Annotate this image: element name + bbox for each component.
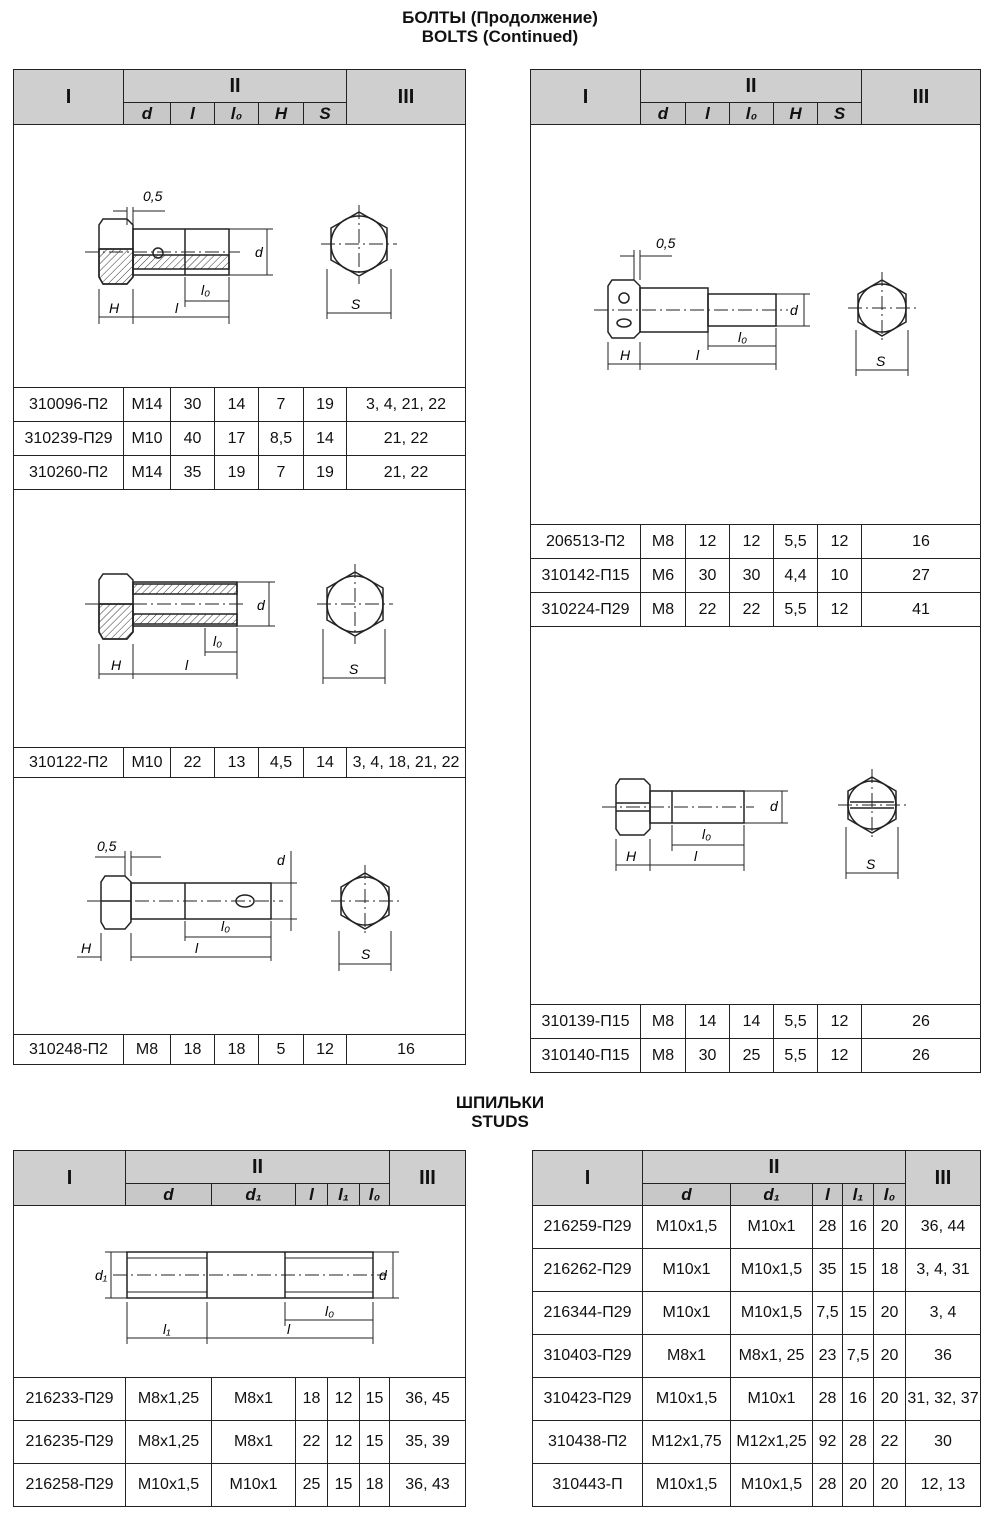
table-cell: M10x1,5 bbox=[731, 1292, 813, 1335]
bolt-with-hole-drawing bbox=[15, 781, 465, 1031]
table-cell: 30 bbox=[686, 1039, 730, 1073]
table-cell: M10x1,5 bbox=[643, 1378, 731, 1421]
table-cell: 17 bbox=[215, 422, 259, 456]
table-cell: 12 bbox=[730, 525, 774, 559]
table-cell: 22 bbox=[874, 1421, 906, 1464]
table-cell: 19 bbox=[304, 388, 347, 422]
table-cell: M10x1,5 bbox=[643, 1206, 731, 1249]
table-cell: 20 bbox=[874, 1335, 906, 1378]
table-cell: M6 bbox=[641, 559, 686, 593]
table-cell: 28 bbox=[843, 1421, 874, 1464]
drawing-cell bbox=[14, 125, 466, 388]
dim-label: S bbox=[360, 946, 370, 962]
table-row bbox=[14, 1035, 466, 1065]
sub-header-d: d bbox=[641, 103, 686, 125]
dim-label: d bbox=[378, 1266, 387, 1283]
dim-label: d₁ bbox=[94, 1266, 107, 1283]
studs-title-en: STUDS bbox=[471, 1112, 529, 1131]
sub-header-d: d bbox=[124, 103, 171, 125]
sub-header-h: H bbox=[774, 103, 818, 125]
table-cell: 35 bbox=[813, 1249, 843, 1292]
table-cell: 12 bbox=[818, 525, 862, 559]
sub-header-d: d bbox=[126, 1184, 212, 1206]
table-cell: M10 bbox=[124, 422, 171, 456]
table-cell: 18 bbox=[874, 1249, 906, 1292]
table-cell: M8x1,25 bbox=[126, 1378, 212, 1421]
table-cell: 12 bbox=[818, 593, 862, 627]
table-row bbox=[531, 1039, 981, 1073]
sub-header-d1: d₁ bbox=[212, 1184, 296, 1206]
table-cell: M8 bbox=[641, 525, 686, 559]
col-header-iii: III bbox=[347, 70, 466, 125]
table-row bbox=[533, 1206, 981, 1249]
table-cell: M8 bbox=[641, 1005, 686, 1039]
table-cell: 15 bbox=[360, 1378, 390, 1421]
dim-label: 0,5 bbox=[142, 187, 162, 204]
dim-label: 0,5 bbox=[96, 838, 116, 854]
stud-drawing bbox=[15, 1208, 465, 1376]
table-cell: 20 bbox=[874, 1206, 906, 1249]
col-header-iii: III bbox=[906, 1151, 981, 1206]
table-cell: 23 bbox=[813, 1335, 843, 1378]
table-cell: 14 bbox=[304, 422, 347, 456]
table-cell: M10 bbox=[124, 748, 171, 778]
part-number-cell: 310260-П2 bbox=[14, 456, 124, 490]
part-number-cell: 310423-П29 bbox=[533, 1378, 643, 1421]
table-cell: 27 bbox=[862, 559, 981, 593]
left-bolts-table bbox=[13, 69, 466, 1065]
table-cell: 12 bbox=[818, 1005, 862, 1039]
part-number-cell: 216235-П29 bbox=[14, 1421, 126, 1464]
bolts-title-ru: БОЛТЫ (Продолжение) bbox=[402, 8, 598, 27]
table-cell: 18 bbox=[171, 1035, 215, 1065]
table-row bbox=[14, 1421, 466, 1464]
dim-label: l₀ bbox=[200, 281, 210, 298]
sub-header-l: l bbox=[686, 103, 730, 125]
table-cell: 3, 4, 21, 22 bbox=[347, 388, 466, 422]
table-cell: 12 bbox=[304, 1035, 347, 1065]
part-number-cell: 216262-П29 bbox=[533, 1249, 643, 1292]
table-cell: 7 bbox=[259, 388, 304, 422]
left-studs-table bbox=[13, 1150, 466, 1507]
table-cell: 7,5 bbox=[813, 1292, 843, 1335]
part-number-cell: 216259-П29 bbox=[533, 1206, 643, 1249]
sub-header-l: l bbox=[171, 103, 215, 125]
table-cell: 5,5 bbox=[774, 1039, 818, 1073]
studs-title-ru: ШПИЛЬКИ bbox=[455, 1093, 545, 1112]
dim-label: H bbox=[80, 940, 91, 956]
table-cell: 36, 43 bbox=[390, 1464, 466, 1507]
table-cell: M10x1,5 bbox=[731, 1464, 813, 1507]
sub-header-s: S bbox=[304, 103, 347, 125]
table-cell: 21, 22 bbox=[347, 456, 466, 490]
table-cell: 20 bbox=[874, 1378, 906, 1421]
dim-label: l₀ bbox=[212, 632, 222, 649]
table-cell: 10 bbox=[818, 559, 862, 593]
dim-label: d bbox=[769, 797, 778, 814]
table-cell: 4,4 bbox=[774, 559, 818, 593]
bolts-heading bbox=[0, 8, 1000, 46]
col-header-ii: II bbox=[126, 1151, 390, 1184]
sub-header-l0: l₀ bbox=[730, 103, 774, 125]
part-number-cell: 216233-П29 bbox=[14, 1378, 126, 1421]
part-number-cell: 310224-П29 bbox=[531, 593, 641, 627]
dim-label: 0,5 bbox=[655, 234, 675, 251]
hollow-bolt-drawing bbox=[15, 494, 465, 744]
table-cell: 3, 4, 31 bbox=[906, 1249, 981, 1292]
dim-label: l bbox=[693, 847, 697, 864]
table-cell: 28 bbox=[813, 1206, 843, 1249]
col-header-iii: III bbox=[862, 70, 981, 125]
table-cell: M10x1,5 bbox=[643, 1464, 731, 1507]
col-header-ii: II bbox=[643, 1151, 906, 1184]
sub-header-d1: d₁ bbox=[731, 1184, 813, 1206]
table-cell: 15 bbox=[328, 1464, 360, 1507]
table-cell: 15 bbox=[843, 1249, 874, 1292]
part-number-cell: 310096-П2 bbox=[14, 388, 124, 422]
table-cell: 26 bbox=[862, 1005, 981, 1039]
table-row bbox=[533, 1378, 981, 1421]
dim-label: d bbox=[789, 301, 798, 318]
table-cell: M12x1,25 bbox=[731, 1421, 813, 1464]
table-cell: 3, 4 bbox=[906, 1292, 981, 1335]
table-row bbox=[533, 1335, 981, 1378]
table-cell: M14 bbox=[124, 456, 171, 490]
drawing-cell bbox=[14, 1206, 466, 1378]
sub-header-l0: l₀ bbox=[215, 103, 259, 125]
sub-header-l: l bbox=[296, 1184, 328, 1206]
table-cell: 36 bbox=[906, 1335, 981, 1378]
table-cell: 12 bbox=[328, 1378, 360, 1421]
table-cell: 19 bbox=[304, 456, 347, 490]
part-number-cell: 310139-П15 bbox=[531, 1005, 641, 1039]
table-cell: 8,5 bbox=[259, 422, 304, 456]
table-cell: 12, 13 bbox=[906, 1464, 981, 1507]
table-cell: 14 bbox=[730, 1005, 774, 1039]
dim-label: H bbox=[619, 346, 630, 363]
table-cell: 20 bbox=[843, 1464, 874, 1507]
table-row bbox=[14, 388, 466, 422]
table-cell: 16 bbox=[347, 1035, 466, 1065]
table-cell: M12x1,75 bbox=[643, 1421, 731, 1464]
dim-label: d bbox=[256, 596, 265, 613]
table-cell: 12 bbox=[818, 1039, 862, 1073]
right-bolts-table bbox=[530, 69, 981, 1073]
table-row bbox=[14, 1378, 466, 1421]
table-cell: 22 bbox=[686, 593, 730, 627]
part-number-cell: 310403-П29 bbox=[533, 1335, 643, 1378]
table-cell: 16 bbox=[862, 525, 981, 559]
table-cell: 30 bbox=[171, 388, 215, 422]
table-cell: 31, 32, 37 bbox=[906, 1378, 981, 1421]
table-cell: 18 bbox=[296, 1378, 328, 1421]
table-cell: 14 bbox=[304, 748, 347, 778]
sub-header-s: S bbox=[818, 103, 862, 125]
table-cell: 7 bbox=[259, 456, 304, 490]
col-header-iii: III bbox=[390, 1151, 466, 1206]
table-cell: 14 bbox=[215, 388, 259, 422]
dim-label: d bbox=[254, 243, 263, 260]
col-header-i: I bbox=[531, 70, 641, 125]
dim-label: S bbox=[348, 660, 358, 677]
sub-header-l: l bbox=[813, 1184, 843, 1206]
dim-label: H bbox=[110, 656, 121, 673]
dim-label: l₀ bbox=[737, 328, 747, 345]
dim-label: d bbox=[276, 852, 285, 868]
table-cell: 36, 45 bbox=[390, 1378, 466, 1421]
dim-label: S bbox=[865, 855, 875, 872]
table-cell: 7,5 bbox=[843, 1335, 874, 1378]
part-number-cell: 216258-П29 bbox=[14, 1464, 126, 1507]
table-cell: 4,5 bbox=[259, 748, 304, 778]
part-number-cell: 310248-П2 bbox=[14, 1035, 124, 1065]
col-header-i: I bbox=[14, 70, 124, 125]
table-cell: M10x1 bbox=[212, 1464, 296, 1507]
table-cell: 13 bbox=[215, 748, 259, 778]
table-cell: M10x1 bbox=[643, 1292, 731, 1335]
table-cell: 22 bbox=[296, 1421, 328, 1464]
table-row bbox=[533, 1421, 981, 1464]
studs-heading bbox=[0, 1093, 1000, 1131]
table-cell: 25 bbox=[296, 1464, 328, 1507]
table-cell: 36, 44 bbox=[906, 1206, 981, 1249]
sub-header-l0: l₀ bbox=[360, 1184, 390, 1206]
table-cell: 20 bbox=[874, 1464, 906, 1507]
dim-label: S bbox=[875, 352, 885, 369]
col-header-ii: II bbox=[124, 70, 347, 103]
table-row bbox=[533, 1249, 981, 1292]
drawing-cell bbox=[531, 627, 981, 1005]
table-cell: 30 bbox=[730, 559, 774, 593]
table-cell: 15 bbox=[360, 1421, 390, 1464]
table-cell: 22 bbox=[730, 593, 774, 627]
part-number-cell: 310142-П15 bbox=[531, 559, 641, 593]
table-cell: 18 bbox=[215, 1035, 259, 1065]
table-row bbox=[531, 525, 981, 559]
table-cell: 16 bbox=[843, 1378, 874, 1421]
table-cell: 15 bbox=[843, 1292, 874, 1335]
sub-header-h: H bbox=[259, 103, 304, 125]
drawing-cell bbox=[14, 778, 466, 1035]
table-cell: M10x1,5 bbox=[731, 1249, 813, 1292]
bolt-with-cross-hole-drawing bbox=[532, 130, 980, 520]
table-cell: M8x1, 25 bbox=[731, 1335, 813, 1378]
table-cell: M8x1 bbox=[212, 1421, 296, 1464]
dim-label: H bbox=[625, 847, 636, 864]
dim-label: l₀ bbox=[220, 918, 230, 934]
table-row bbox=[14, 748, 466, 778]
drawing-cell bbox=[14, 490, 466, 748]
table-cell: M10x1 bbox=[643, 1249, 731, 1292]
table-cell: 18 bbox=[360, 1464, 390, 1507]
table-cell: M10x1,5 bbox=[126, 1464, 212, 1507]
table-cell: 16 bbox=[843, 1206, 874, 1249]
part-number-cell: 206513-П2 bbox=[531, 525, 641, 559]
table-cell: 28 bbox=[813, 1464, 843, 1507]
table-cell: 5,5 bbox=[774, 1005, 818, 1039]
table-row bbox=[531, 559, 981, 593]
table-cell: M8x1 bbox=[643, 1335, 731, 1378]
table-cell: 92 bbox=[813, 1421, 843, 1464]
table-row bbox=[14, 456, 466, 490]
dim-label: l bbox=[695, 346, 699, 363]
table-row bbox=[531, 593, 981, 627]
dim-label: l bbox=[184, 656, 188, 673]
drawing-cell bbox=[531, 125, 981, 525]
table-cell: 35 bbox=[171, 456, 215, 490]
table-cell: 28 bbox=[813, 1378, 843, 1421]
right-studs-table bbox=[532, 1150, 981, 1507]
part-number-cell: 310438-П2 bbox=[533, 1421, 643, 1464]
table-row bbox=[14, 1464, 466, 1507]
table-cell: M8x1 bbox=[212, 1378, 296, 1421]
table-cell: 35, 39 bbox=[390, 1421, 466, 1464]
table-cell: 12 bbox=[328, 1421, 360, 1464]
dim-label: l₀ bbox=[701, 825, 711, 842]
table-cell: 22 bbox=[171, 748, 215, 778]
part-number-cell: 310239-П29 bbox=[14, 422, 124, 456]
dim-label: H bbox=[108, 299, 119, 316]
sub-header-l1: l₁ bbox=[328, 1184, 360, 1206]
part-number-cell: 310443-П bbox=[533, 1464, 643, 1507]
table-cell: 5,5 bbox=[774, 593, 818, 627]
col-header-ii: II bbox=[641, 70, 862, 103]
bolts-title-en: BOLTS (Continued) bbox=[421, 27, 579, 46]
table-cell: 14 bbox=[686, 1005, 730, 1039]
table-cell: M8 bbox=[124, 1035, 171, 1065]
table-cell: 12 bbox=[686, 525, 730, 559]
table-row bbox=[533, 1292, 981, 1335]
table-cell: 40 bbox=[171, 422, 215, 456]
table-cell: M8 bbox=[641, 1039, 686, 1073]
table-cell: M8 bbox=[641, 593, 686, 627]
table-cell: M10x1 bbox=[731, 1378, 813, 1421]
table-row bbox=[14, 422, 466, 456]
table-cell: M10x1 bbox=[731, 1206, 813, 1249]
table-cell: 41 bbox=[862, 593, 981, 627]
part-number-cell: 310122-П2 bbox=[14, 748, 124, 778]
dim-label: l bbox=[194, 940, 198, 956]
sub-header-d: d bbox=[643, 1184, 731, 1206]
dim-label: l bbox=[174, 299, 178, 316]
dim-label: S bbox=[350, 295, 360, 312]
col-header-i: I bbox=[14, 1151, 126, 1206]
col-header-i: I bbox=[533, 1151, 643, 1206]
table-cell: M14 bbox=[124, 388, 171, 422]
table-cell: 5,5 bbox=[774, 525, 818, 559]
table-cell: 5 bbox=[259, 1035, 304, 1065]
table-cell: 30 bbox=[686, 559, 730, 593]
dim-label: l₀ bbox=[324, 1302, 334, 1319]
table-row bbox=[533, 1464, 981, 1507]
table-cell: 26 bbox=[862, 1039, 981, 1073]
table-cell: 19 bbox=[215, 456, 259, 490]
sub-header-l0: l₀ bbox=[874, 1184, 906, 1206]
table-cell: 25 bbox=[730, 1039, 774, 1073]
part-number-cell: 216344-П29 bbox=[533, 1292, 643, 1335]
part-number-cell: 310140-П15 bbox=[531, 1039, 641, 1073]
dim-label: l₁ bbox=[162, 1320, 171, 1337]
table-cell: 30 bbox=[906, 1421, 981, 1464]
table-cell: 20 bbox=[874, 1292, 906, 1335]
banjo-bolt-drawing bbox=[15, 129, 465, 384]
dim-label: l bbox=[286, 1320, 290, 1337]
table-cell: M8x1,25 bbox=[126, 1421, 212, 1464]
slotted-bolt-drawing bbox=[532, 631, 980, 1001]
table-row bbox=[531, 1005, 981, 1039]
table-cell: 3, 4, 18, 21, 22 bbox=[347, 748, 466, 778]
sub-header-l1: l₁ bbox=[843, 1184, 874, 1206]
table-cell: 21, 22 bbox=[347, 422, 466, 456]
